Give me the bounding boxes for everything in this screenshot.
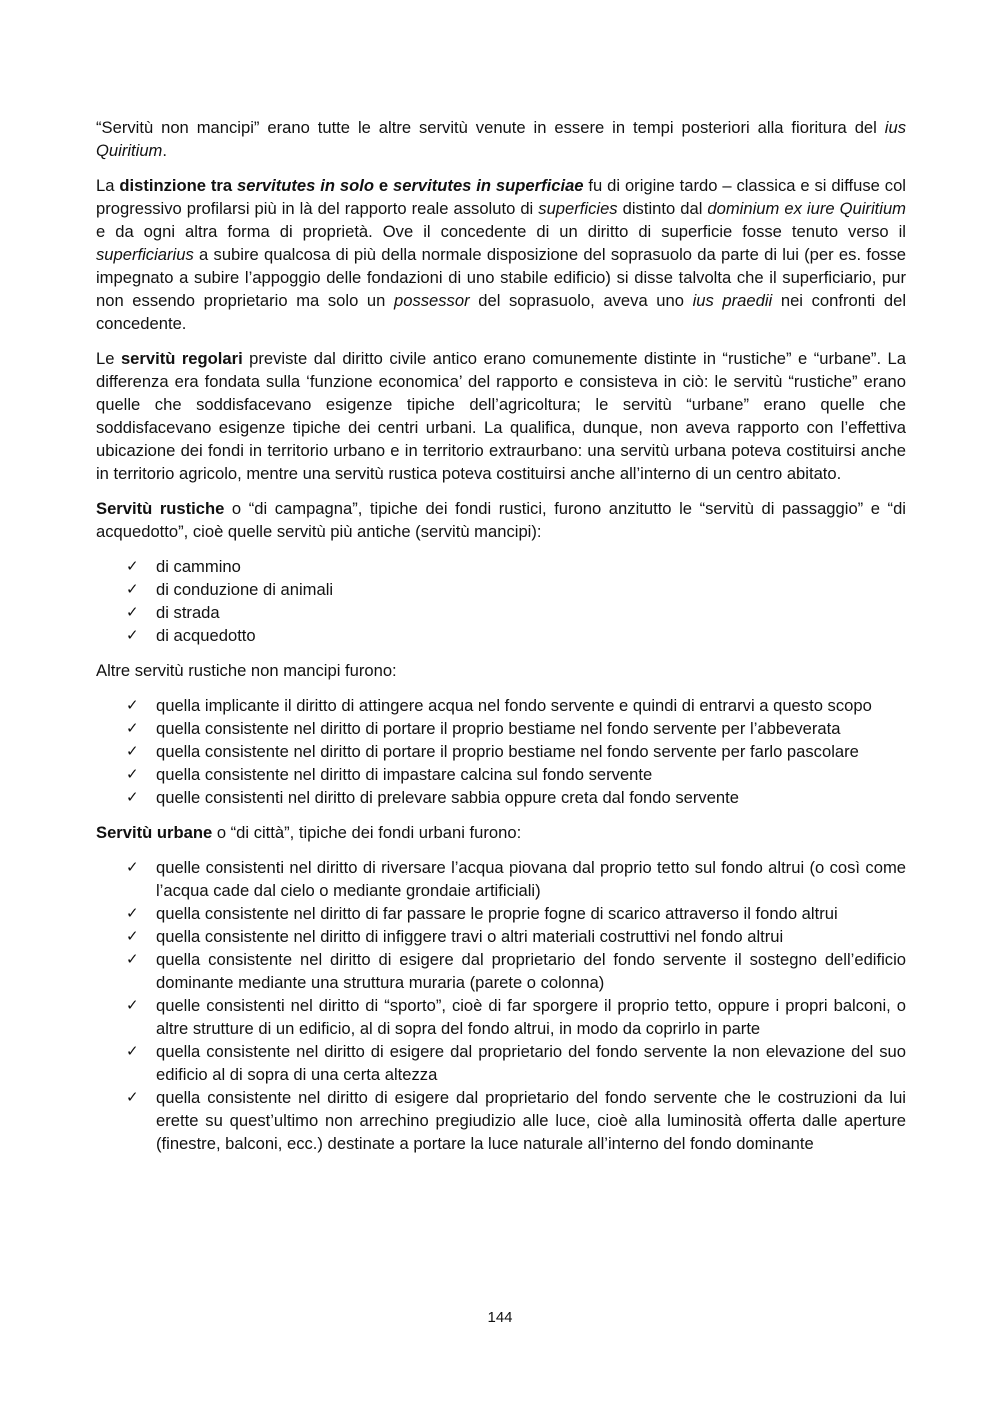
- paragraph-servitu-urbane: Servitù urbane o “di città”, tipiche dei fondi urbani furono:: [96, 823, 522, 842]
- list-item: ✓ quella consistente nel diritto di impastare calcina sul fondo servente: [126, 765, 653, 784]
- checkmark-icon: ✓: [126, 1042, 139, 1060]
- list-servitu-urbane: [96, 856, 906, 1155]
- checkmark-icon: ✓: [126, 603, 139, 621]
- paragraph-servitu-rustiche: Servitù rustiche o “di campagna”, tipiche dei fondi rustici, furono anzitutto le “servitù di passaggio” e “di acquedotto”, cioè quelle servitù più antiche (servitù mancipi):: [96, 499, 906, 541]
- checkmark-icon: ✓: [126, 788, 139, 806]
- checkmark-icon: ✓: [126, 1088, 139, 1106]
- list-item: ✓ quella consistente nel diritto di esigere dal proprietario del fondo servente la non elevazione del suo edificio al di sopra di una certa altezza: [126, 1042, 906, 1084]
- list-item: ✓ quella consistente nel diritto di esigere dal proprietario del fondo servente il sostegno dell’edificio dominante mediante una struttura muraria (parete o colonna): [126, 950, 906, 992]
- checkmark-icon: ✓: [126, 904, 139, 922]
- list-item: ✓ quelle consistenti nel diritto di “sporto”, cioè di far sporgere il proprio tetto, oppure i propri balconi, o altre strutture di un edificio, al di sopra del fondo altrui, in modo da coprirlo in parte: [126, 996, 906, 1038]
- list-item: ✓ quella consistente nel diritto di esigere dal proprietario del fondo servente che le costruzioni da lui erette su quest’ultimo non arrechino pregiudizio alle luce, cioè alla luminosità offerta dalle aperture (finestre, balconi, ecc.) destinate a portare la luce naturale all’interno del fondo dominante: [126, 1088, 906, 1153]
- page-number: 144: [487, 1309, 513, 1326]
- list-item: ✓ quella implicante il diritto di attingere acqua nel fondo servente e quindi di entrarvi a questo scopo: [126, 696, 872, 715]
- list-item: ✓ quella consistente nel diritto di infiggere travi o altri materiali costruttivi nel fondo altrui: [126, 927, 784, 946]
- list-servitu-rustiche-non-mancipi: [96, 694, 906, 809]
- checkmark-icon: ✓: [126, 580, 139, 598]
- paragraph-distinzione: La distinzione tra servitutes in solo e servitutes in superficiae fu di origine tardo – classica e si diffuse col progressivo profilarsi più in là del rapporto reale assoluto di superficies distinto dal dominium ex iure Quiritium e da ogni altra forma di proprietà. Ove il concedente di un diritto di superficie fosse tenuto verso il superficiarius a subire qualcosa di più della normale disposizione del soprasuolo da parte di lui (per es. fosse impegnato a subire l’appoggio delle fondazioni di uno stabile edificio) si disse talvolta che il superficiario, pur non essendo proprietario ma solo un possessor del soprasuolo, aveva uno ius praedii nei confronti del concedente.: [96, 176, 907, 333]
- checkmark-icon: ✓: [126, 696, 139, 714]
- list-item: ✓ di conduzione di animali: [126, 580, 334, 599]
- list-item: ✓ quella consistente nel diritto di far passare le proprie fogne di scarico attraverso il fondo altrui: [126, 904, 838, 923]
- checkmark-icon: ✓: [126, 950, 139, 968]
- checkmark-icon: ✓: [126, 765, 139, 783]
- checkmark-icon: ✓: [126, 742, 139, 760]
- paragraph-altre-servitu: Altre servitù rustiche non mancipi furono:: [96, 661, 397, 680]
- page-body: [96, 116, 906, 1167]
- list-item: ✓ quella consistente nel diritto di portare il proprio bestiame nel fondo servente per l’abbeverata: [126, 719, 841, 738]
- list-servitu-mancipi: [96, 555, 906, 647]
- list-item: ✓ quella consistente nel diritto di portare il proprio bestiame nel fondo servente per farlo pascolare: [126, 742, 859, 761]
- checkmark-icon: ✓: [126, 719, 139, 737]
- paragraph-servitu-non-mancipi: “Servitù non mancipi” erano tutte le altre servitù venute in essere in tempi posteriori alla fioritura del ius Quiritium.: [96, 118, 906, 160]
- checkmark-icon: ✓: [126, 626, 139, 644]
- list-item: ✓ quelle consistenti nel diritto di prelevare sabbia oppure creta dal fondo servente: [126, 788, 739, 807]
- list-item: ✓ di acquedotto: [126, 626, 256, 645]
- list-item: ✓ quelle consistenti nel diritto di riversare l’acqua piovana dal proprio tetto sul fondo altrui (o così come l’acqua cade dal cielo o mediante grondaie artificiali): [126, 858, 906, 900]
- checkmark-icon: ✓: [126, 996, 139, 1014]
- checkmark-icon: ✓: [126, 858, 139, 876]
- paragraph-servitu-regolari: Le servitù regolari previste dal diritto civile antico erano comunemente distinte in “rustiche” e “urbane”. La differenza era fondata sulla ‘funzione economica’ del rapporto e consisteva in ciò: le servitù “rustiche” erano quelle che soddisfacevano esigenze tipiche dell’agricoltura; le servitù “urbane” erano quelle che soddisfacevano esigenze tipiche dei centri urbani. La qualifica, dunque, non aveva rapporto con l’effettiva ubicazione dei fondi in territorio urbano e in territorio extraurbano: una servitù urbana poteva costituirsi anche in territorio agricolo, mentre una servitù rustica poteva costituirsi anche all’interno di un centro abitato.: [96, 349, 906, 483]
- list-item: ✓ di strada: [126, 603, 220, 622]
- checkmark-icon: ✓: [126, 557, 139, 575]
- list-item: ✓ di cammino: [126, 557, 241, 576]
- checkmark-icon: ✓: [126, 927, 139, 945]
